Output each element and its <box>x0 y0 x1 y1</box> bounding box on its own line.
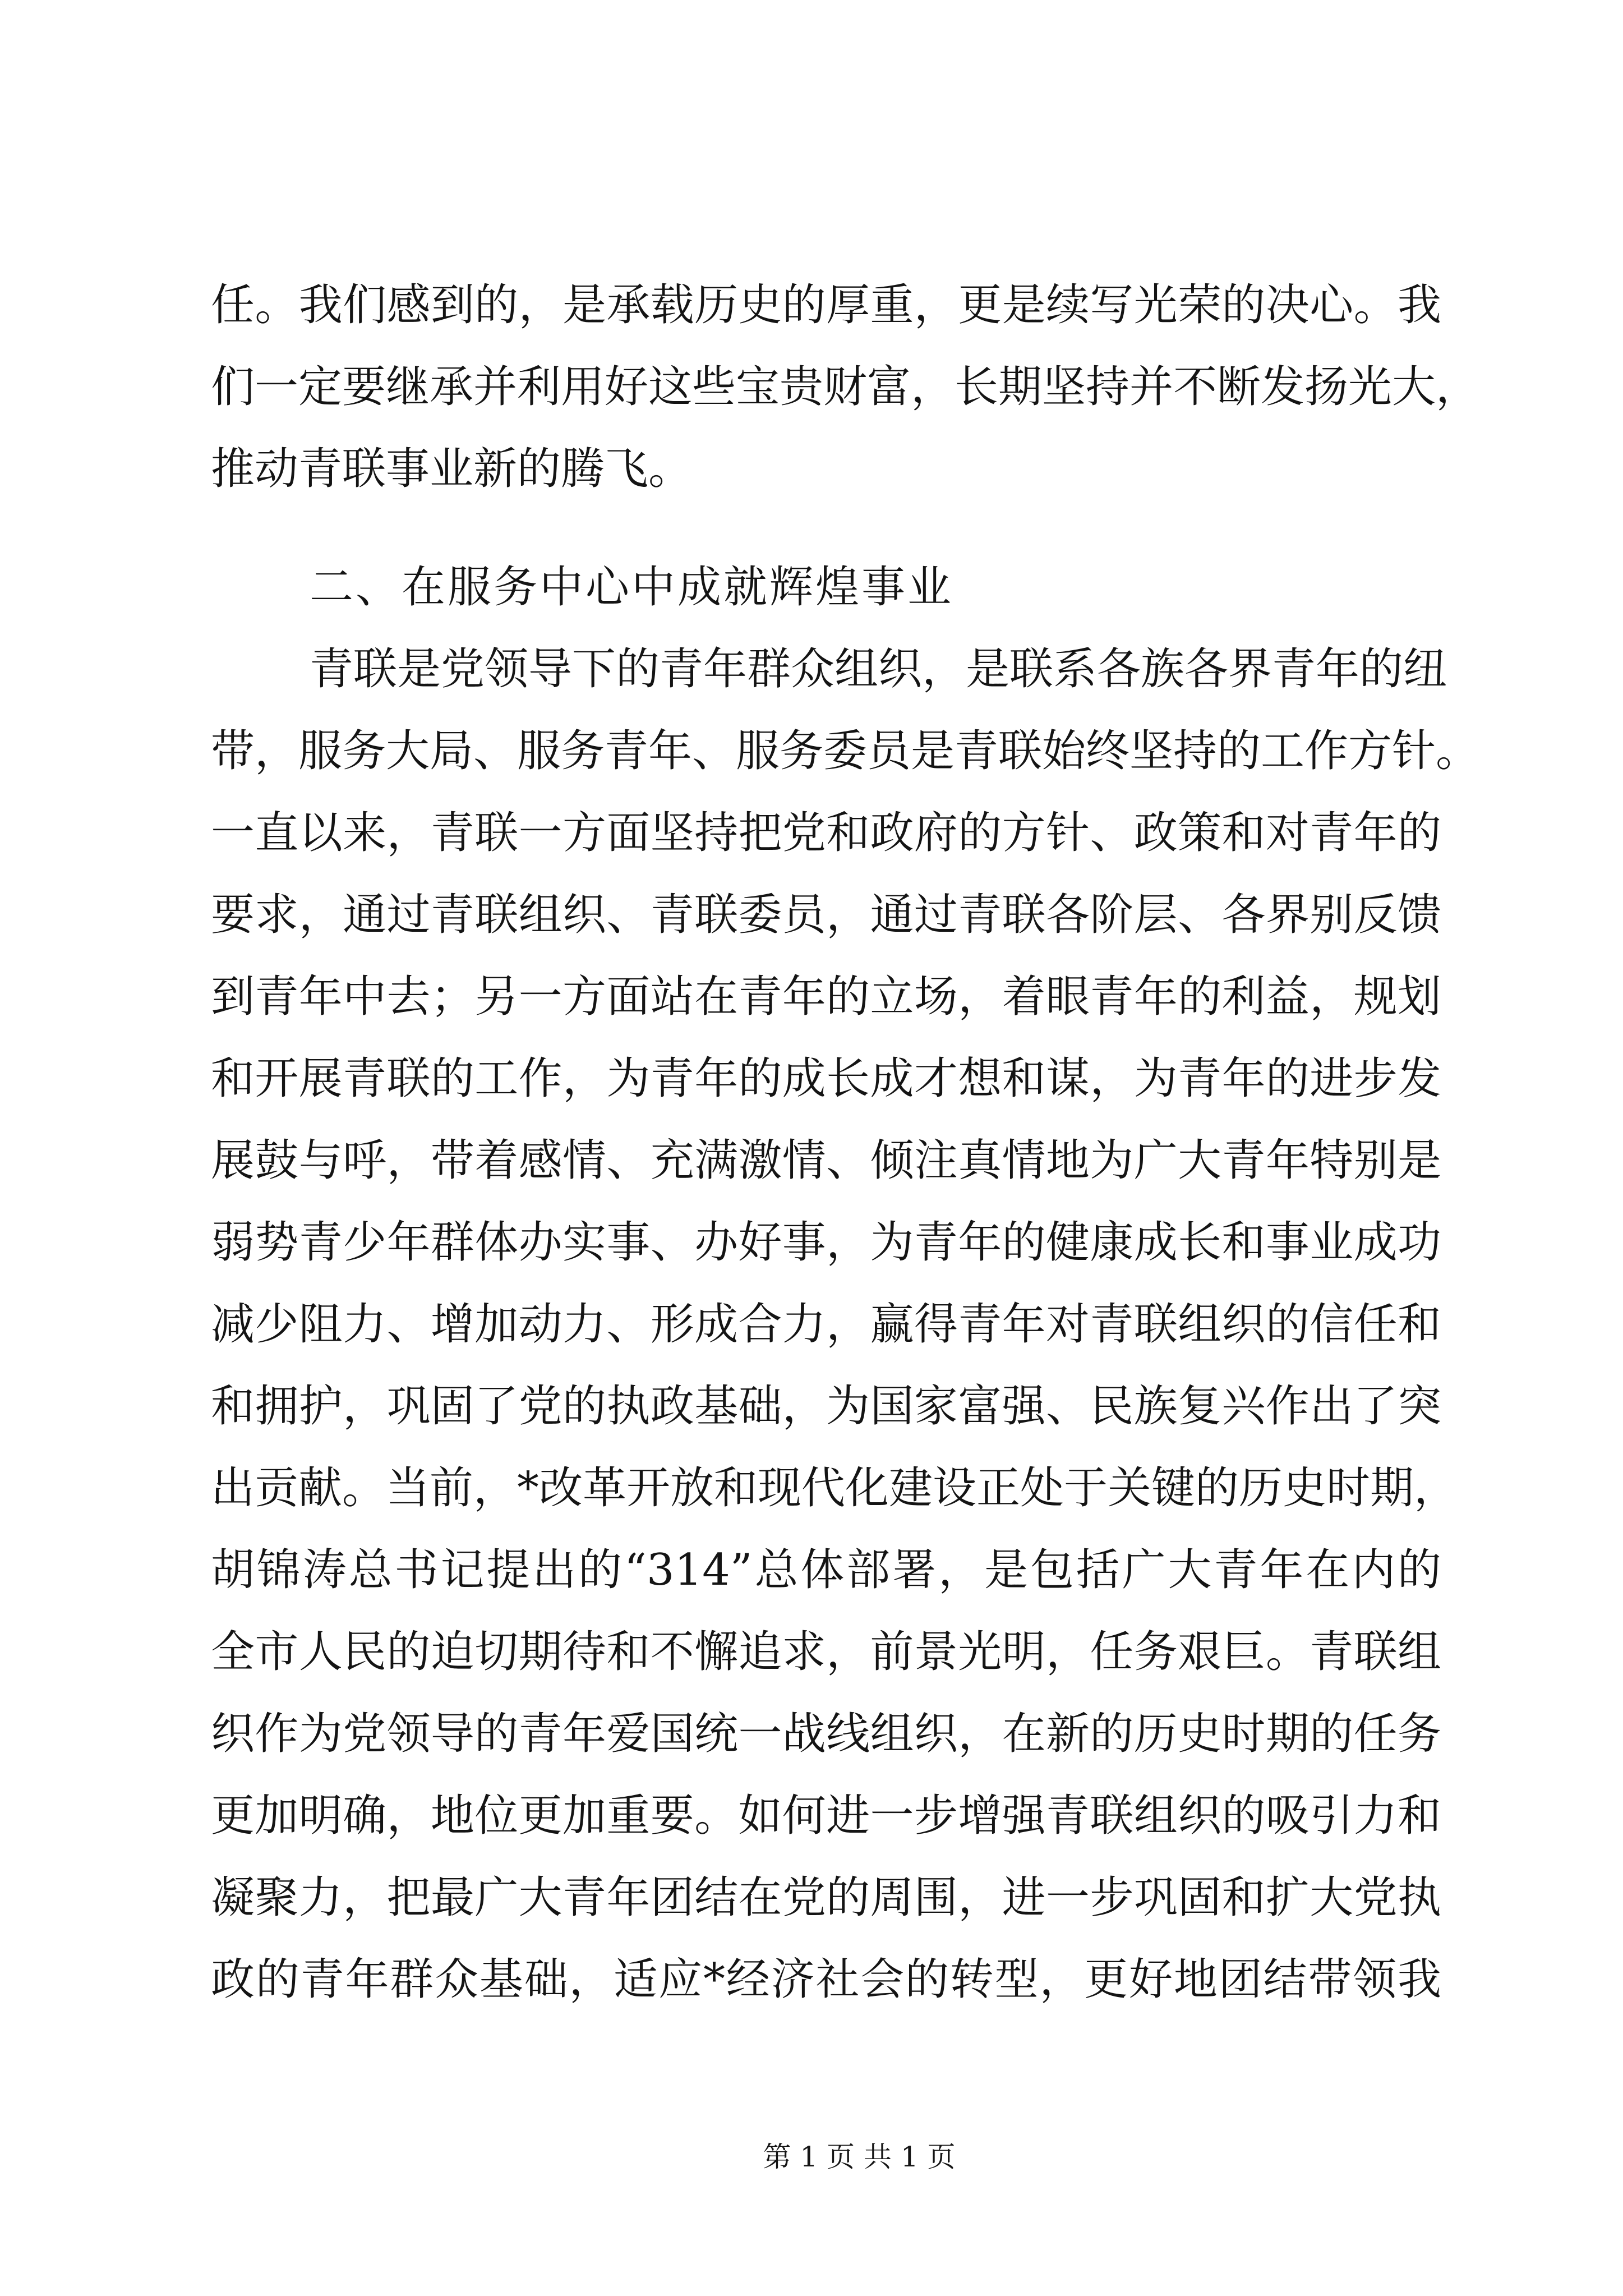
paragraph-line: 青联是党领导下的青年群众组织，是联系各族各界青年的纽 <box>310 644 1447 694</box>
paragraph-line: 织作为党领导的青年爱国统一战线组织，在新的历史时期的任务 <box>211 1709 1441 1759</box>
paragraph-line: 全市人民的迫切期待和不懈追求，前景光明，任务艰巨。青联组 <box>211 1627 1441 1677</box>
paragraph-line: 到青年中去；另一方面站在青年的立场，着眼青年的利益，规划 <box>211 972 1441 1022</box>
paragraph-line: 和开展青联的工作，为青年的成长成才想和谋，为青年的进步发 <box>211 1053 1441 1104</box>
paragraph-line: 和拥护，巩固了党的执政基础，为国家富强、民族复兴作出了突 <box>211 1381 1441 1432</box>
paragraph-line: 一直以来，青联一方面坚持把党和政府的方针、政策和对青年的 <box>211 808 1441 858</box>
paragraph-line: 凝聚力，把最广大青年团结在党的周围，进一步巩固和扩大党执 <box>211 1872 1441 1923</box>
paragraph-line: 胡锦涛总书记提出的“314”总体部署，是包括广大青年在内的 <box>211 1545 1441 1595</box>
section-heading: 二、在服务中心中成就辉煌事业 <box>310 562 954 613</box>
paragraph-line: 弱势青少年群体办实事、办好事，为青年的健康成长和事业成功 <box>211 1217 1441 1268</box>
paragraph-line: 们一定要继承并利用好这些宝贵财富，长期坚持并不断发扬光大， <box>211 362 1480 412</box>
paragraph-line: 政的青年群众基础，适应*经济社会的转型，更好地团结带领我 <box>211 1954 1441 2005</box>
paragraph-line: 要求，通过青联组织、青联委员，通过青联各阶层、各界别反馈 <box>211 890 1441 940</box>
paragraph-line: 更加明确，地位更加重要。如何进一步增强青联组织的吸引力和 <box>211 1791 1441 1841</box>
paragraph-line: 任。我们感到的，是承载历史的厚重，更是续写光荣的决心。我 <box>211 280 1441 330</box>
page-footer: 第 1 页 共 1 页 <box>763 2141 956 2173</box>
document-body <box>211 264 1480 2021</box>
paragraph-line: 展鼓与呼，带着感情、充满激情、倾注真情地为广大青年特别是 <box>211 1135 1441 1186</box>
paragraph-line: 带，服务大局、服务青年、服务委员是青联始终坚持的工作方针。 <box>211 726 1480 776</box>
paragraph-line: 出贡献。当前，*改革开放和现代化建设正处于关键的历史时期， <box>211 1463 1458 1513</box>
paragraph-line: 减少阻力、增加动力、形成合力，赢得青年对青联组织的信任和 <box>211 1299 1441 1350</box>
paragraph-line: 推动青联事业新的腾飞。 <box>211 444 693 494</box>
